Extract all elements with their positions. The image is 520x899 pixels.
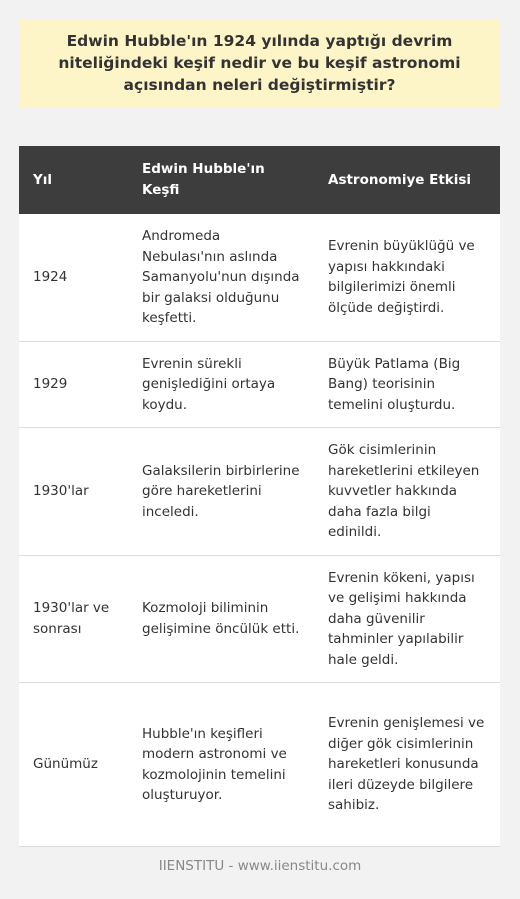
cell-discovery: Kozmoloji biliminin gelişimine öncülük etti. (128, 555, 314, 683)
table-row (19, 428, 500, 556)
cell-impact: Büyük Patlama (Big Bang) teorisinin temelini oluşturdu. (314, 341, 500, 428)
header-year: Yıl (19, 146, 128, 214)
table-row (19, 555, 500, 683)
cell-impact: Evrenin kökeni, yapısı ve gelişimi hakkında daha güvenilir tahminler yapılabilir hale geldi. (314, 555, 500, 683)
cell-discovery: Galaksilerin birbirlerine göre hareketlerini inceledi. (128, 428, 314, 556)
table-row (19, 683, 500, 847)
discovery-table (19, 146, 500, 847)
footer-credit: IIENSTITU - www.iienstitu.com (158, 858, 362, 874)
cell-impact: Gök cisimlerinin hareketlerini etkileyen kuvvetler hakkında daha fazla bilgi edinildi. (314, 428, 500, 556)
cell-year: Günümüz (19, 683, 128, 847)
cell-discovery: Evrenin sürekli genişlediğini ortaya koydu. (128, 341, 314, 428)
cell-year: 1929 (19, 341, 128, 428)
table-row (19, 341, 500, 428)
table-row (19, 214, 500, 341)
page-title: Edwin Hubble'ın 1924 yılında yaptığı devrim niteliğindeki keşif nedir ve bu keşif astronomi açısından neleri değiştirmiştir? (58, 32, 461, 94)
cell-discovery: Andromeda Nebulası'nın aslında Samanyolu'nun dışında bir galaksi olduğunu keşfetti. (128, 214, 314, 341)
header-impact: Astronomiye Etkisi (314, 146, 500, 214)
cell-year: 1924 (19, 214, 128, 341)
cell-year: 1930'lar ve sonrası (19, 555, 128, 683)
cell-year: 1930'lar (19, 428, 128, 556)
cell-impact: Evrenin büyüklüğü ve yapısı hakkındaki bilgilerimizi önemli ölçüde değiştirdi. (314, 214, 500, 341)
table-header-row (19, 146, 500, 214)
cell-discovery: Hubble'ın keşifleri modern astronomi ve kozmolojinin temelini oluşturuyor. (128, 683, 314, 847)
header-discovery: Edwin Hubble'ın Keşfi (128, 146, 314, 214)
cell-impact: Evrenin genişlemesi ve diğer gök cisimlerinin hareketleri konusunda ileri düzeyde bilgilere sahibiz. (314, 683, 500, 847)
title-box (19, 19, 500, 107)
